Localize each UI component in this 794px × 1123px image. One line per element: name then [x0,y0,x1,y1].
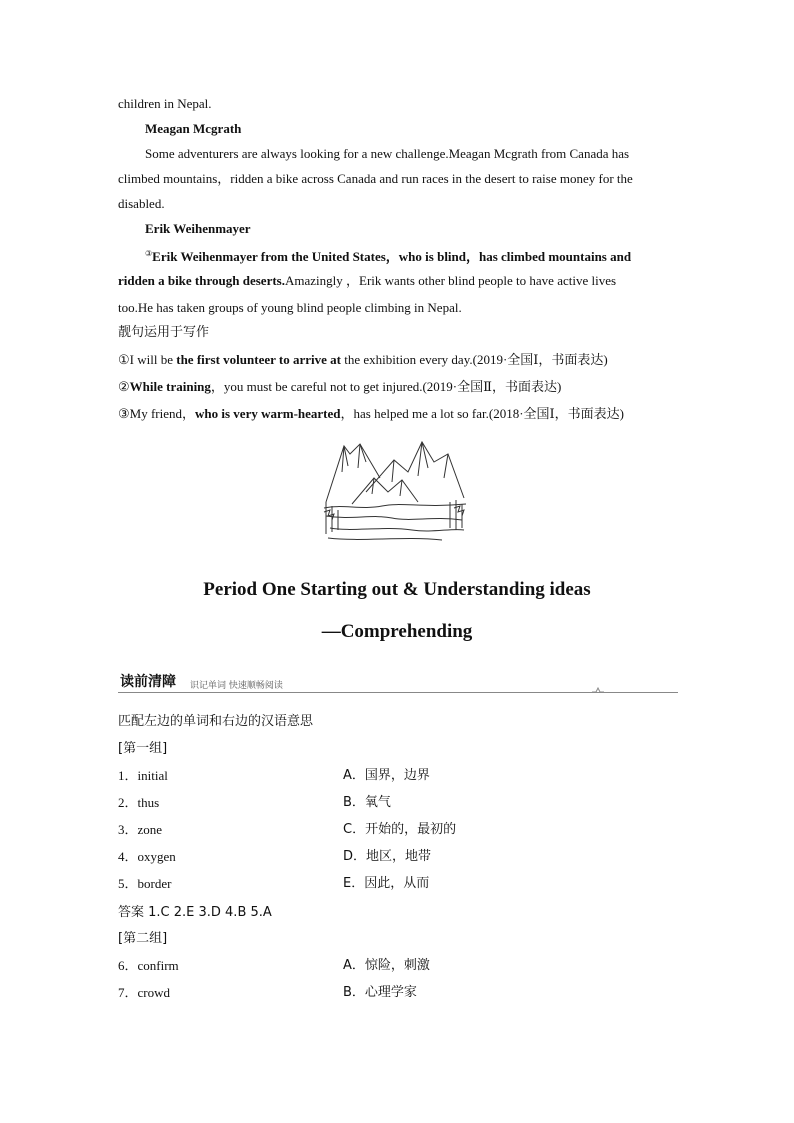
bold-text: While training [129,379,211,394]
vocab-word: 7．crowd [118,985,170,1000]
subheading-text: Erik Weihenmayer [145,221,251,236]
vocab-row [118,957,678,975]
instruction: 匹配左边的单词和右边的汉语意思 [118,714,314,729]
period-subtitle: —Comprehending [321,621,473,642]
plain-text: ③My friend， [118,406,196,421]
vocab-word: 1．initial [118,768,168,783]
vocab-word: 2．thus [118,795,160,810]
text-line: climbed mountains，ridden a bike across Canada and run races in the desert to raise money for the [118,171,633,186]
answer-line [118,903,678,922]
vocab-word: 5．border [118,876,172,891]
vocab-meaning: E．因此，从而 [343,876,430,891]
section-heading: 读前清障 [120,674,176,690]
vocab-meaning: A．国界，边界 [343,768,430,783]
text-line-bold [145,245,705,266]
vocab-row [118,848,678,866]
plain-text: Amazingly ，Erik wants other blind people to have active lives [284,273,617,288]
vocab-meaning: A．惊险，刺激 [343,958,430,973]
writing-heading: 靓句运用于写作 [118,325,210,340]
vocab-row [118,794,678,812]
plain-text: ，you must be careful not to get injured.(2019·全国Ⅱ，书面表达) [210,379,562,394]
vocab-row [118,984,678,1002]
vocab-meaning: D．地区，地带 [343,849,432,864]
rule-notch-icon [592,687,604,695]
bold-text: Erik Weihenmayer from the United States，who is blind，has climbed mountains and [152,249,632,264]
answer-text: 答案 1.C 2.E 3.D 4.B 5.A [118,905,272,920]
text-line: children in Nepal. [118,96,212,111]
subheading-erik [145,220,705,238]
vocab-row [118,821,678,839]
bold-text: the first volunteer to arrive at [176,352,341,367]
vocab-meaning: B．心理学家 [343,985,417,1000]
section-subheading: 识记单词 快速顺畅阅读 [190,681,283,691]
text-line: disabled. [118,196,165,211]
text-line: too.He has taken groups of young blind people climbing in Nepal. [118,300,462,315]
plain-text: the exhibition every day.(2019·全国Ⅰ，书面表达) [340,352,608,367]
text-line: Some adventurers are always looking for a new challenge.Meagan Mcgrath from Canada has [145,146,630,161]
vocab-row [118,767,678,785]
vocab-row [118,875,678,893]
group-label: [第二组] [118,931,168,946]
example-sentence-3 [118,405,678,423]
vocab-meaning: B．氧气 [343,795,391,810]
mountain-illustration [322,432,468,544]
period-title: Period One Starting out & Understanding ideas [203,579,591,600]
bold-text: who is very warm-hearted [195,406,341,421]
subheading-text: Meagan Mcgrath [145,121,242,136]
plain-text: ② [118,379,130,394]
text-line [118,272,678,290]
bold-text: ridden a bike through deserts. [118,273,285,288]
vocab-word: 4．oxygen [118,849,176,864]
vocab-meaning: C．开始的，最初的 [343,822,457,837]
example-sentence-2 [118,378,678,396]
plain-text: ，has helped me a lot so far.(2018·全国Ⅰ，书面表达) [340,406,625,421]
example-sentence-1 [118,351,678,369]
group-label: [第一组] [118,741,168,756]
plain-text: ①I will be [118,352,177,367]
vocab-word: 6．confirm [118,958,179,973]
section-header [118,671,678,695]
subheading-meagan [145,120,705,138]
footnote-marker: ③ [145,249,153,258]
vocab-word: 3．zone [118,822,163,837]
